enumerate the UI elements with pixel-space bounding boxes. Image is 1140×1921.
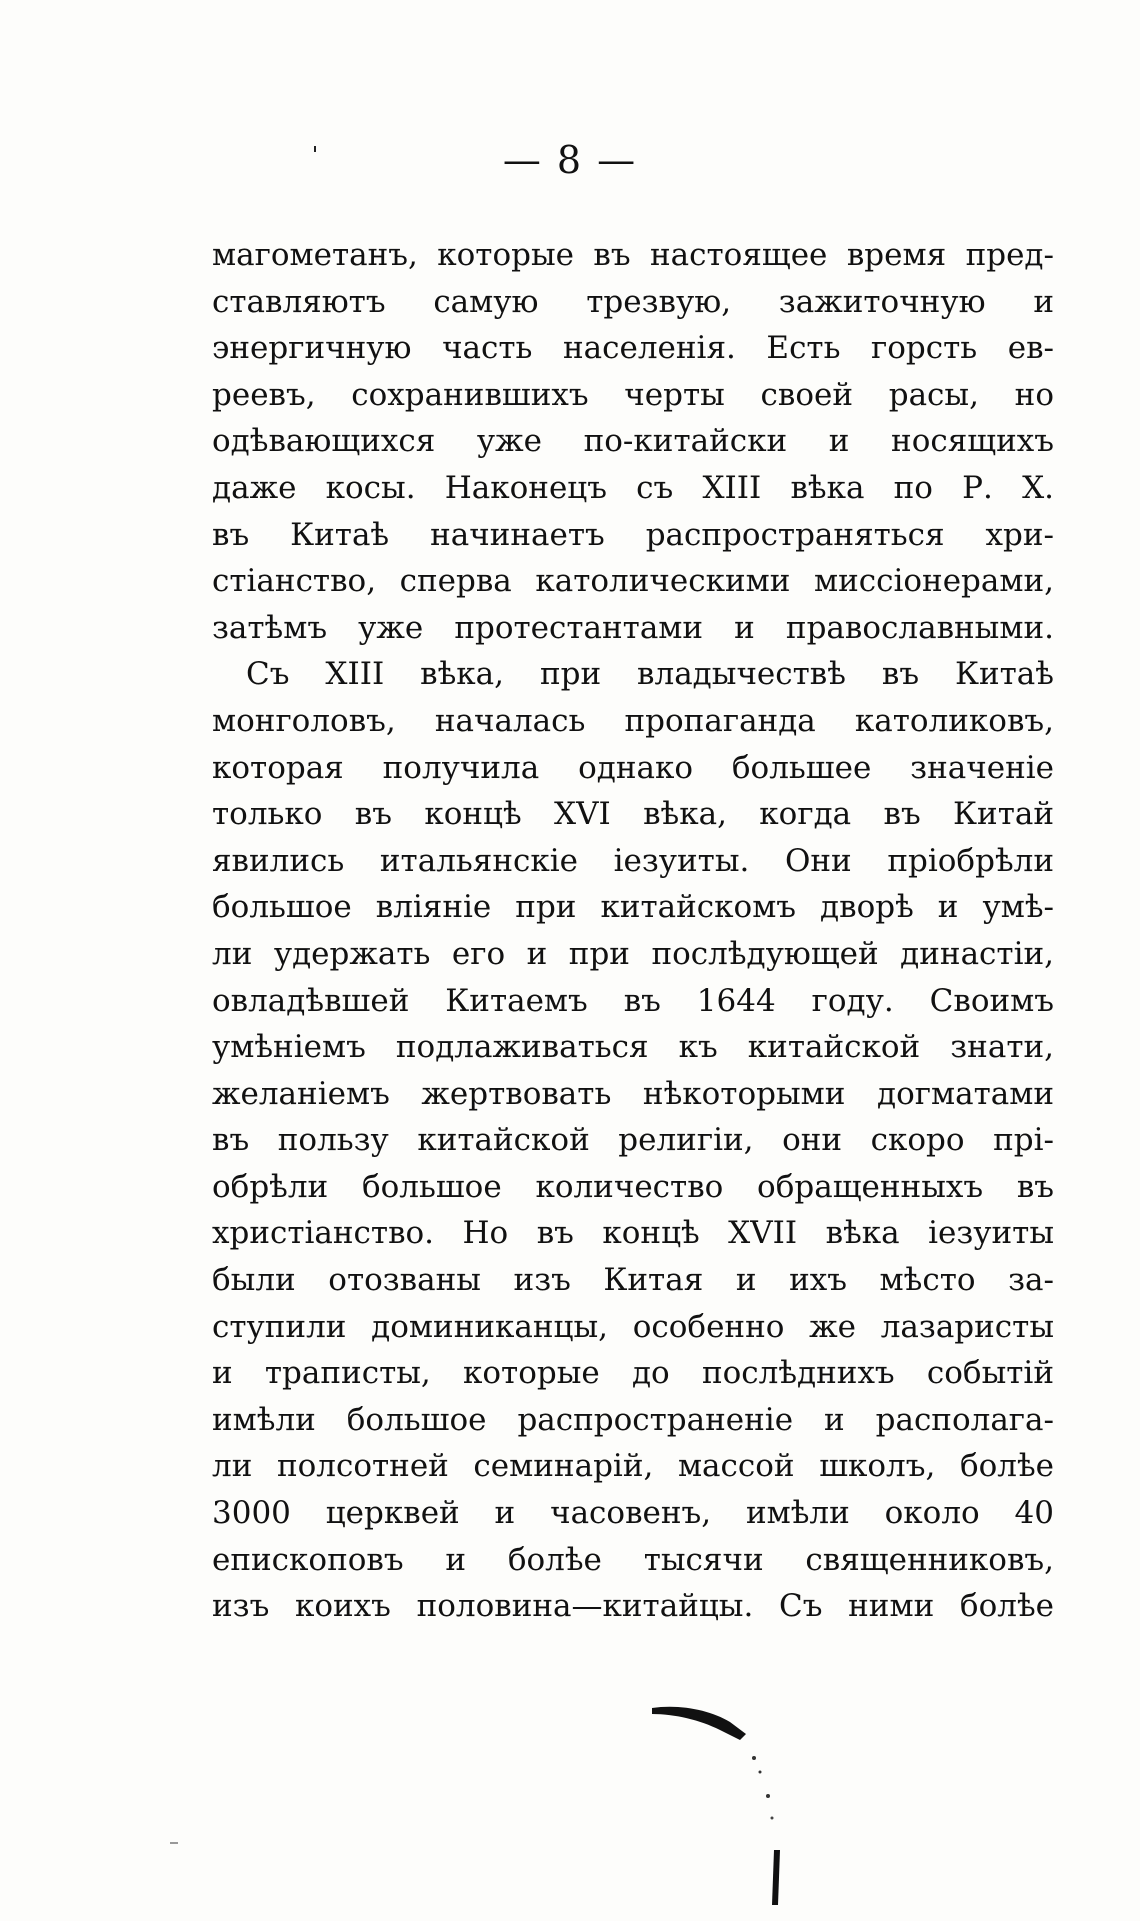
text-line: реевъ, сохранившихъ черты своей расы, но [212, 376, 1054, 413]
text-line: ли полсотней семинарій, массой школъ, болѣе [212, 1448, 1054, 1485]
body-text [212, 232, 1054, 1630]
text-line: ли удержать его и при послѣдующей династіи, [212, 935, 1054, 972]
text-line: христіанство. Но въ концѣ XVII вѣка іезуиты [212, 1215, 1054, 1252]
text-line: въ пользу китайской религіи, они скоро прі- [212, 1122, 1054, 1159]
text-line: умѣніемъ подлаживаться къ китайской знати, [212, 1029, 1054, 1066]
text-line: были отозваны изъ Китая и ихъ мѣсто за- [212, 1262, 1054, 1299]
text-line: въ Китаѣ начинаетъ распространяться хри- [212, 516, 1054, 553]
text-line: ступили доминиканцы, особенно же лазаристы [212, 1308, 1054, 1345]
text-line: желаніемъ жертвовать нѣкоторыми догматами [212, 1075, 1054, 1112]
text-line: только въ концѣ XVI вѣка, когда въ Китай [212, 796, 1054, 833]
text-line: Съ XIII вѣка, при владычествѣ въ Китаѣ [246, 656, 1054, 693]
text-line: затѣмъ уже протестантами и православными. [212, 609, 1054, 646]
text-line: даже косы. Наконецъ съ XIII вѣка по Р. X. [212, 469, 1054, 506]
scan-speck [314, 146, 316, 152]
text-line: стіанство, сперва католическими миссіонерами, [212, 563, 1054, 600]
page-number: — 8 — [502, 138, 638, 182]
text-line: имѣли большое распространеніе и располага- [212, 1401, 1054, 1438]
text-line: большое вліяніе при китайскомъ дворѣ и умѣ- [212, 889, 1054, 926]
text-line: магометанъ, которые въ настоящее время пред- [212, 237, 1054, 273]
ink-smudge-mark [650, 1700, 850, 1910]
text-line: ставляютъ самую трезвую, зажиточную и [212, 283, 1054, 320]
text-line: изъ коихъ половина—китайцы. Съ ними болѣе [212, 1588, 1054, 1625]
text-line: и траписты, которые до послѣднихъ событій [212, 1355, 1054, 1392]
text-line: 3000 церквей и часовенъ, имѣли около 40 [212, 1495, 1054, 1532]
text-line: одѣвающихся уже по-китайски и носящихъ [212, 423, 1054, 460]
text-line: овладѣвшей Китаемъ въ 1644 году. Своимъ [212, 982, 1054, 1019]
text-line: энергичную часть населенія. Есть горсть ев- [212, 330, 1054, 367]
text-line: обрѣли большое количество обращенныхъ въ [212, 1168, 1054, 1205]
text-line: епископовъ и болѣе тысячи священниковъ, [212, 1541, 1054, 1578]
scan-speck [170, 1842, 178, 1844]
text-line: монголовъ, началась пропаганда католиковъ, [212, 702, 1054, 739]
text-line: явились итальянскіе іезуиты. Они пріобрѣли [212, 842, 1054, 879]
text-line: которая получила однако большее значеніе [212, 749, 1054, 786]
